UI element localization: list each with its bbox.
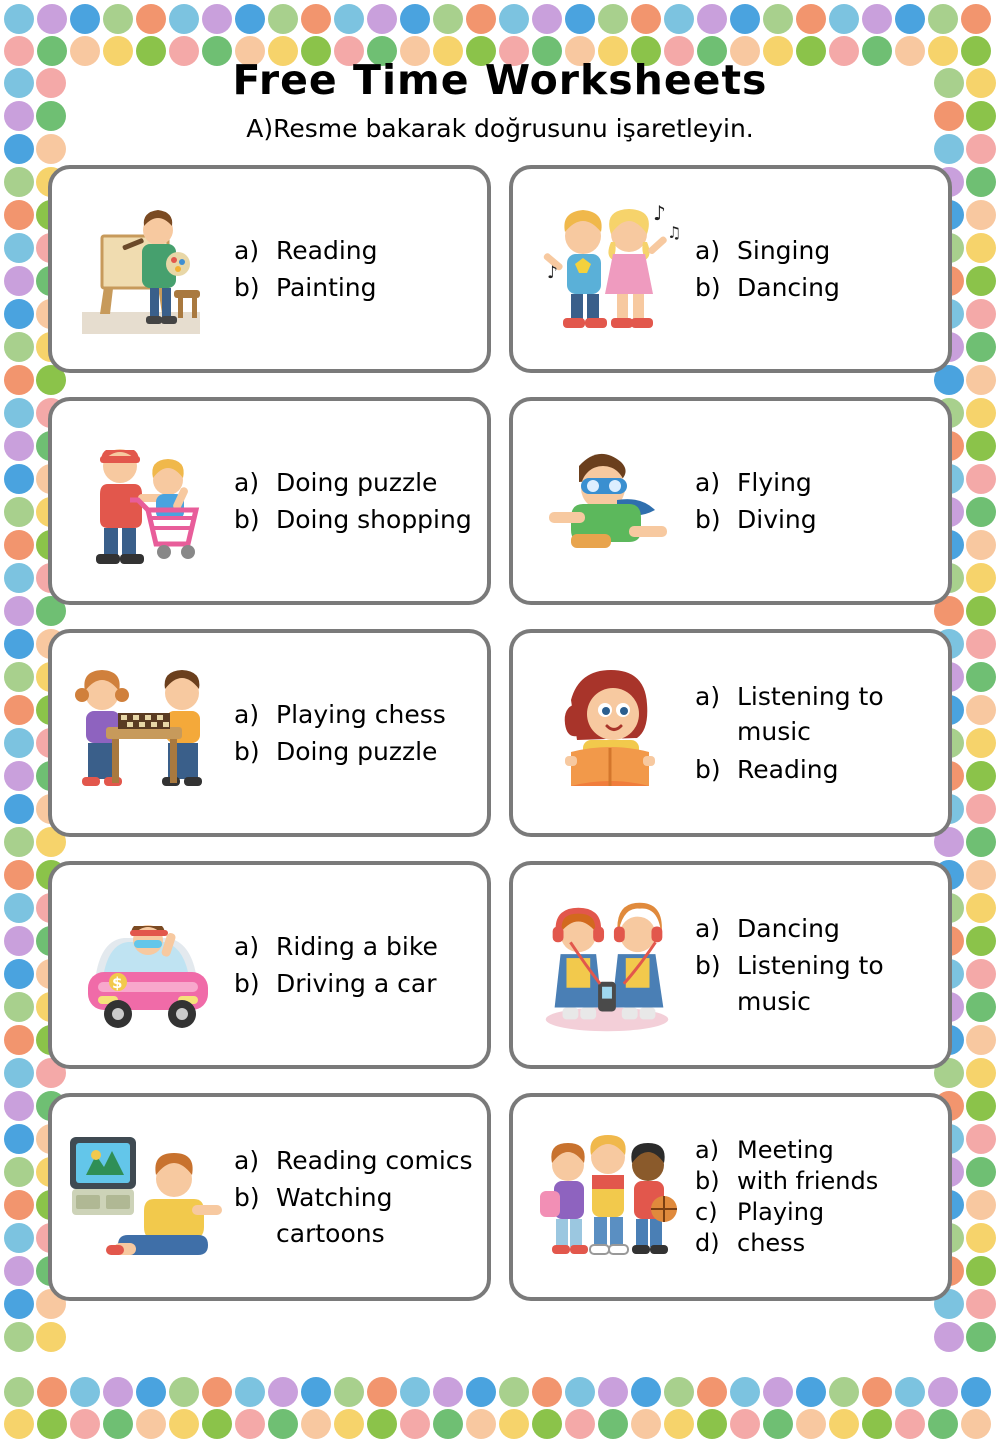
border-dot [4, 959, 34, 989]
border-dot [829, 1409, 859, 1439]
border-dot [966, 1256, 996, 1286]
border-dot [37, 1409, 67, 1439]
border-dot [697, 1409, 727, 1439]
border-dot [966, 794, 996, 824]
chess-illustration [62, 639, 230, 827]
option-key: b) [234, 1183, 260, 1213]
border-dot [763, 4, 793, 34]
border-dot [169, 1409, 199, 1439]
option-key: a) [234, 1145, 260, 1175]
svg-text:♫: ♫ [666, 223, 681, 242]
border-dot [966, 992, 996, 1022]
options-4 [691, 465, 938, 538]
border-dot [4, 398, 34, 428]
option-text[interactable]: Reading [276, 235, 378, 265]
question-card-10[interactable] [509, 1093, 952, 1301]
border-dot [966, 1025, 996, 1055]
border-dot [334, 4, 364, 34]
border-dot [966, 1223, 996, 1253]
option-key: d) [695, 1229, 720, 1258]
border-dot [37, 4, 67, 34]
svg-text:$: $ [112, 973, 123, 992]
option-text[interactable]: Listening to music [737, 951, 884, 1016]
options-7 [230, 929, 477, 1002]
border-dot [4, 1409, 34, 1439]
border-dot [235, 1409, 265, 1439]
border-dot [4, 794, 34, 824]
border-dot [966, 167, 996, 197]
border-dot [631, 4, 661, 34]
option-text[interactable]: Dancing [737, 273, 840, 302]
border-dot [103, 4, 133, 34]
border-dot [136, 1409, 166, 1439]
options-8 [691, 911, 938, 1020]
border-dot [4, 761, 34, 791]
border-dot [829, 4, 859, 34]
border-dot [301, 1409, 331, 1439]
option-key: a) [234, 931, 260, 961]
border-dot [4, 662, 34, 692]
border-dot [4, 530, 34, 560]
border-dot [367, 1409, 397, 1439]
border-dot [966, 299, 996, 329]
border-dot [966, 563, 996, 593]
question-card-7[interactable] [48, 861, 491, 1069]
border-dot [532, 4, 562, 34]
option-text[interactable]: Driving a car [276, 969, 437, 998]
border-dot [235, 4, 265, 34]
border-dot [862, 4, 892, 34]
option-text[interactable]: Singing [737, 235, 831, 265]
option-key: a) [695, 235, 721, 265]
border-dot [4, 860, 34, 890]
border-dot [966, 1091, 996, 1121]
border-dot [4, 332, 34, 362]
border-dot [400, 4, 430, 34]
border-dot [961, 4, 991, 34]
border-dot [499, 1409, 529, 1439]
border-dot [4, 596, 34, 626]
border-dot [4, 299, 34, 329]
border-dot [433, 1409, 463, 1439]
option-text[interactable]: Reading comics [276, 1145, 473, 1175]
border-dot [664, 4, 694, 34]
border-dot [966, 761, 996, 791]
option-text[interactable]: Doing puzzle [276, 467, 438, 497]
options-6 [691, 679, 938, 788]
border-dot [4, 1289, 34, 1319]
option-key: b) [695, 754, 721, 784]
border-dot [4, 629, 34, 659]
option-text[interactable]: Flying [737, 467, 812, 497]
option-text[interactable]: Riding a bike [276, 931, 438, 961]
border-dot [565, 1409, 595, 1439]
border-dot [4, 926, 34, 956]
border-dot [966, 233, 996, 263]
border-dot [966, 959, 996, 989]
question-card-4[interactable] [509, 397, 952, 605]
border-dot [631, 1409, 661, 1439]
border-dot [4, 36, 34, 66]
border-dot [499, 4, 529, 34]
border-dot [895, 4, 925, 34]
border-dot [4, 68, 34, 98]
option-text[interactable]: chess [737, 1229, 806, 1258]
option-text[interactable]: Reading [737, 754, 839, 784]
border-dot [4, 266, 34, 296]
border-dot [4, 1058, 34, 1088]
border-dot [4, 1377, 34, 1407]
border-dot [961, 1377, 991, 1407]
border-dot [966, 662, 996, 692]
border-dot [4, 464, 34, 494]
option-text[interactable]: Painting [276, 273, 377, 302]
question-card-1[interactable] [48, 165, 491, 373]
border-dot [136, 4, 166, 34]
option-key: a) [695, 913, 721, 943]
border-dot [598, 4, 628, 34]
border-dot [466, 1409, 496, 1439]
border-dot [966, 596, 996, 626]
border-dot [928, 4, 958, 34]
option-text[interactable]: Listening to music [737, 681, 884, 747]
border-dot [202, 1409, 232, 1439]
reading-illustration [523, 639, 691, 827]
border-dot [966, 1190, 996, 1220]
worksheet-content [48, 44, 952, 1399]
border-dot [4, 1223, 34, 1253]
option-key: a) [695, 1135, 720, 1164]
option-key: b) [695, 273, 721, 302]
border-dot [4, 1256, 34, 1286]
border-dot [4, 101, 34, 131]
border-dot [961, 36, 991, 66]
option-key: b) [695, 1166, 720, 1195]
border-dot [4, 167, 34, 197]
option-key: b) [234, 505, 260, 534]
border-dot [966, 101, 996, 131]
border-dot [966, 629, 996, 659]
border-dot [966, 266, 996, 296]
border-dot [966, 827, 996, 857]
painting-illustration [62, 175, 230, 363]
border-dot [4, 728, 34, 758]
driving-car-illustration [62, 871, 230, 1059]
border-dot [268, 1409, 298, 1439]
border-dot [4, 497, 34, 527]
options-5 [230, 697, 477, 770]
border-dot [532, 1409, 562, 1439]
border-dot [966, 365, 996, 395]
border-dot [4, 1322, 34, 1352]
border-dot [4, 992, 34, 1022]
options-9 [230, 1143, 477, 1252]
border-dot [796, 1409, 826, 1439]
border-dot [4, 134, 34, 164]
border-dot [598, 1409, 628, 1439]
border-dot [966, 1124, 996, 1154]
border-dot [796, 4, 826, 34]
border-dot [763, 1409, 793, 1439]
border-dot [4, 1025, 34, 1055]
border-dot [268, 4, 298, 34]
border-dot [565, 4, 595, 34]
options-3 [230, 465, 477, 538]
shopping-illustration [62, 407, 230, 595]
border-dot [4, 1157, 34, 1187]
border-dot [966, 332, 996, 362]
border-dot [966, 398, 996, 428]
border-dot [928, 1409, 958, 1439]
options-1 [230, 233, 477, 306]
border-dot [466, 4, 496, 34]
border-dot [4, 233, 34, 263]
option-key: a) [234, 235, 260, 265]
question-card-5[interactable] [48, 629, 491, 837]
option-text[interactable]: with friends [737, 1166, 879, 1195]
border-dot [966, 431, 996, 461]
border-dot [862, 1409, 892, 1439]
singing-dancing-illustration [523, 175, 691, 363]
border-dot [966, 530, 996, 560]
border-dot [966, 926, 996, 956]
border-dot [4, 4, 34, 34]
question-card-2[interactable] [509, 165, 952, 373]
option-key: a) [234, 699, 260, 729]
border-dot [4, 1091, 34, 1121]
question-card-9[interactable] [48, 1093, 491, 1301]
options-2 [691, 233, 938, 306]
border-dot [400, 1409, 430, 1439]
border-dot [4, 365, 34, 395]
option-key: b) [695, 951, 721, 981]
option-text[interactable]: Playing chess [276, 699, 446, 729]
option-text[interactable]: Playing [737, 1198, 825, 1226]
page-title: Free Time Worksheets [232, 56, 768, 104]
page-subtitle: A)Resme bakarak doğrusunu işaretleyin. [246, 114, 754, 143]
option-text[interactable]: Diving [737, 505, 817, 534]
diving-illustration [523, 407, 691, 595]
option-key: b) [695, 505, 721, 534]
border-dot [664, 1409, 694, 1439]
border-dot [966, 860, 996, 890]
border-dot [730, 1409, 760, 1439]
border-dot [966, 134, 996, 164]
border-dot [966, 497, 996, 527]
border-dot [966, 728, 996, 758]
border-dot [367, 4, 397, 34]
border-dot [4, 695, 34, 725]
border-dot [966, 200, 996, 230]
border-dot [334, 1409, 364, 1439]
option-key: c) [695, 1198, 718, 1226]
option-key: a) [234, 467, 260, 497]
friends-illustration [523, 1103, 691, 1291]
border-dot [4, 200, 34, 230]
option-key: a) [695, 681, 721, 711]
option-text[interactable]: Watching cartoons [276, 1183, 393, 1248]
headphones-music-illustration [523, 871, 691, 1059]
question-card-8[interactable] [509, 861, 952, 1069]
border-dot [4, 1190, 34, 1220]
border-dot [966, 68, 996, 98]
options-10 [691, 1135, 938, 1260]
border-dot [4, 431, 34, 461]
option-key: a) [695, 467, 721, 497]
border-dot [4, 827, 34, 857]
border-dot [966, 1058, 996, 1088]
border-dot [4, 893, 34, 923]
option-key: b) [234, 969, 260, 998]
border-dot [895, 1409, 925, 1439]
question-card-3[interactable] [48, 397, 491, 605]
option-text[interactable]: Doing puzzle [276, 737, 438, 766]
border-dot [966, 893, 996, 923]
border-dot [70, 1409, 100, 1439]
border-dot [70, 4, 100, 34]
border-dot [966, 464, 996, 494]
border-dot [966, 1157, 996, 1187]
question-grid [48, 165, 952, 1301]
watching-tv-illustration [62, 1103, 230, 1291]
option-key: b) [234, 273, 260, 302]
border-dot [730, 4, 760, 34]
border-dot [4, 563, 34, 593]
border-dot [301, 4, 331, 34]
border-dot [966, 1322, 996, 1352]
option-text[interactable]: Meeting [737, 1135, 834, 1164]
border-dot [202, 4, 232, 34]
svg-text:♪: ♪ [546, 263, 558, 283]
border-dot [697, 4, 727, 34]
border-dot [966, 1289, 996, 1319]
border-dot [103, 1409, 133, 1439]
option-text[interactable]: Doing shopping [276, 505, 472, 534]
border-dot [4, 1124, 34, 1154]
question-card-6[interactable] [509, 629, 952, 837]
border-dot [433, 4, 463, 34]
option-text[interactable]: Dancing [737, 913, 840, 943]
border-dot [961, 1409, 991, 1439]
border-dot [966, 695, 996, 725]
option-key: b) [234, 737, 260, 766]
border-dot [169, 4, 199, 34]
svg-text:♪: ♪ [652, 201, 666, 225]
